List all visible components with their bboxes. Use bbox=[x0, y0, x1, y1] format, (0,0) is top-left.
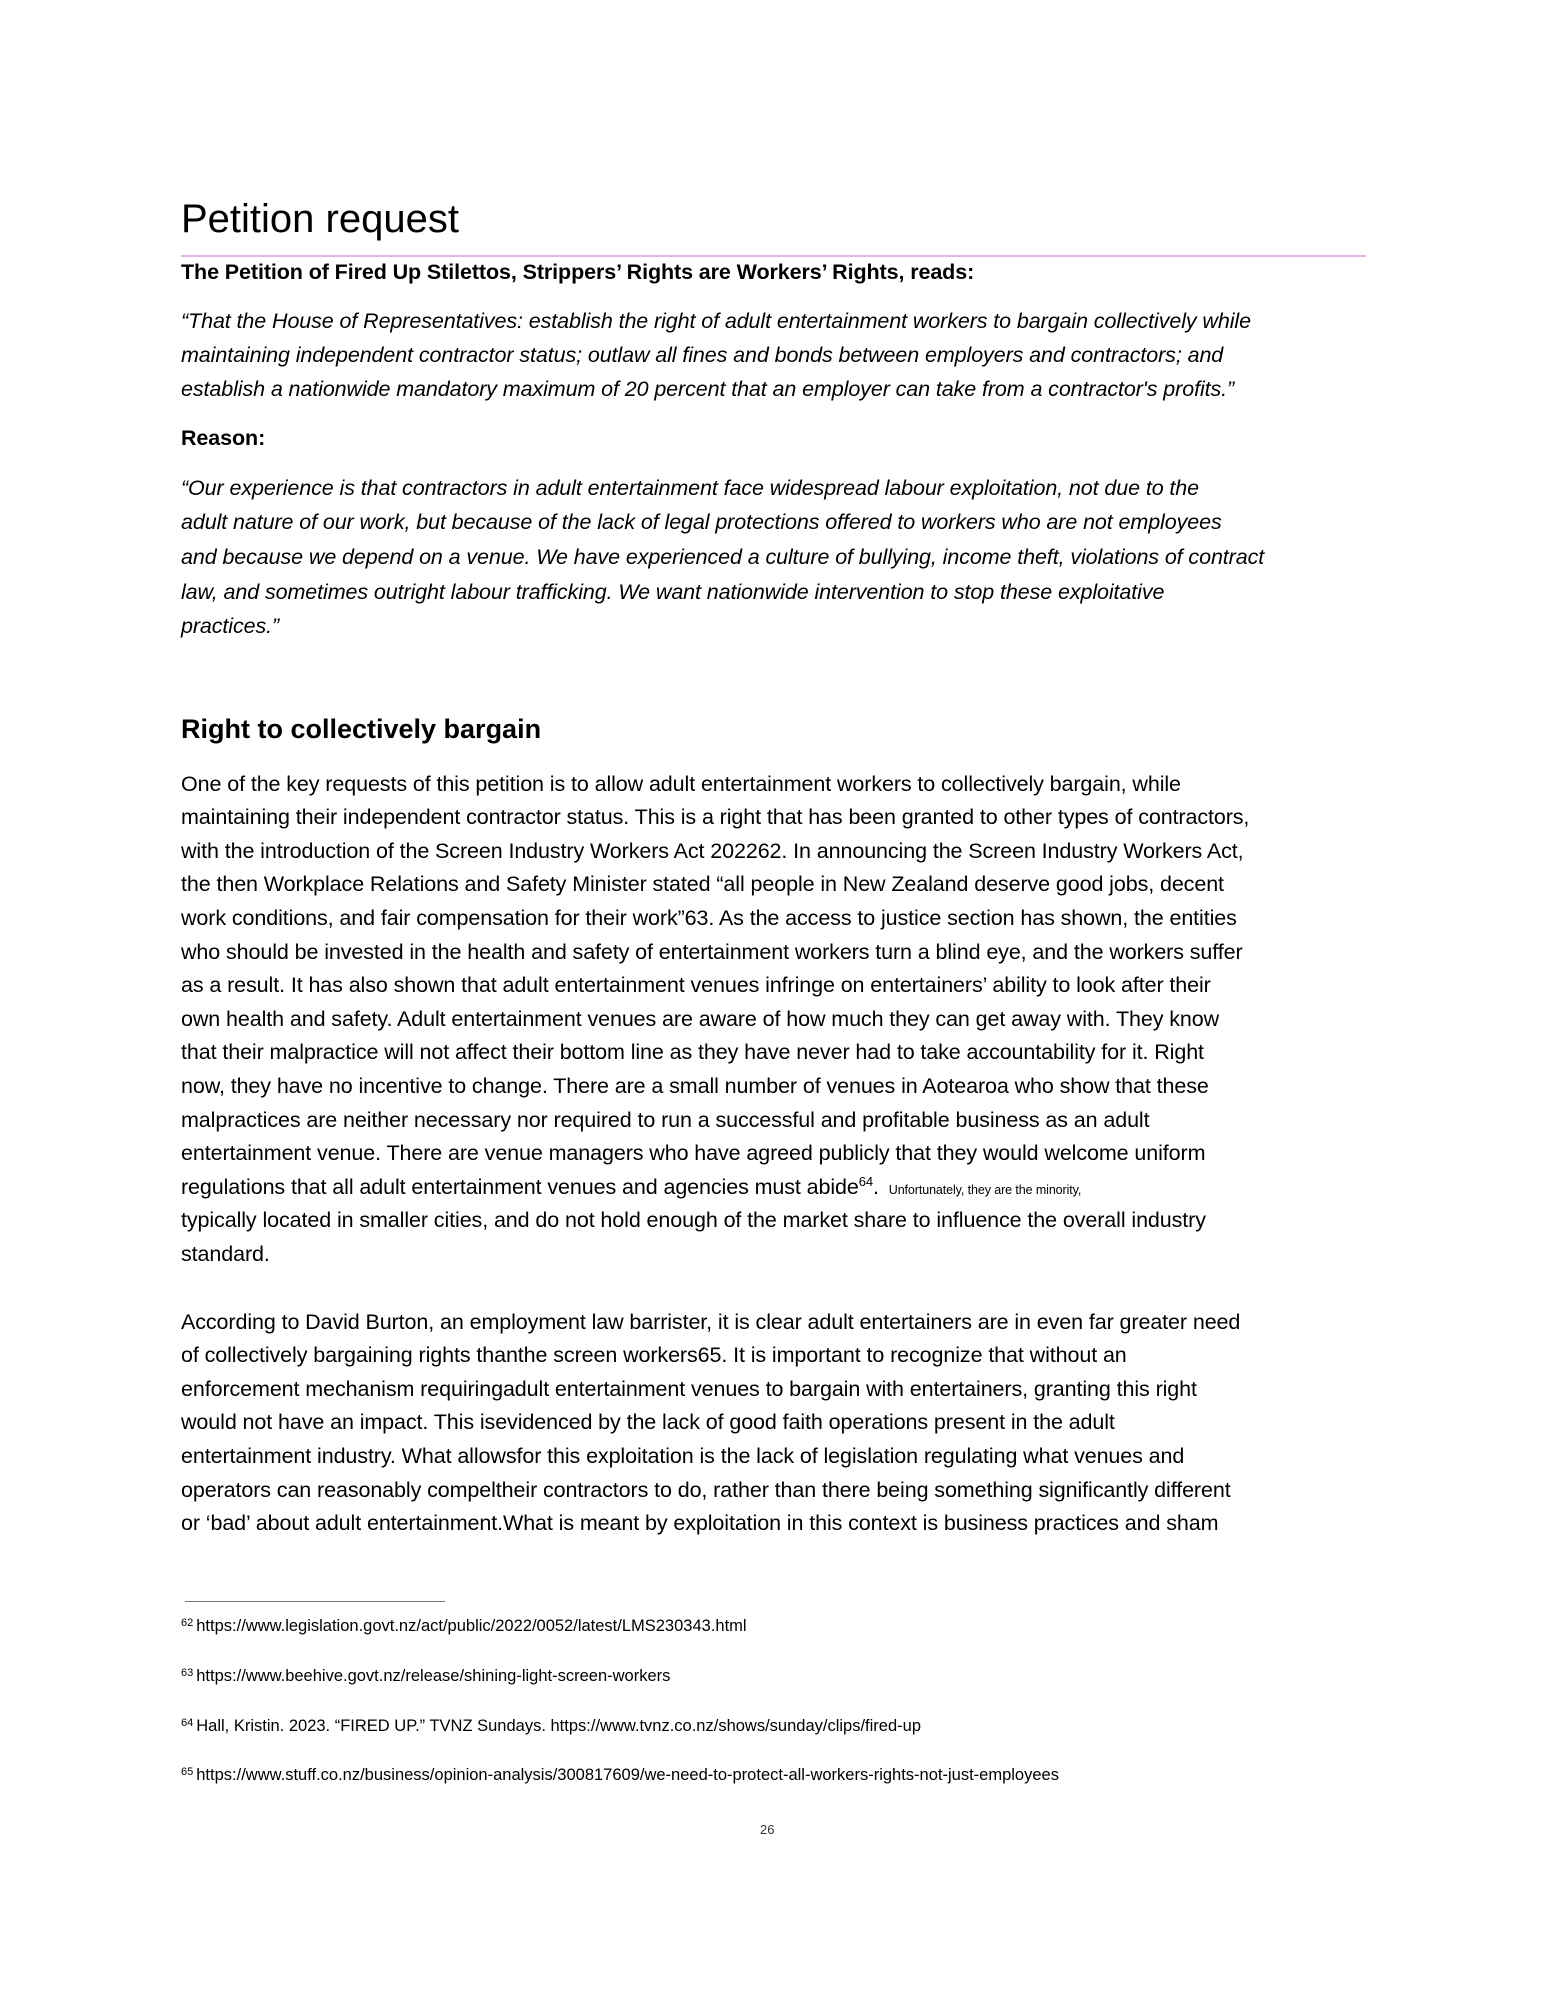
paragraph-line: According to David Burton, an employment law barrister, it is clear adult entertainers are in even far greater need bbox=[181, 1310, 1241, 1334]
footnote-62 bbox=[181, 1617, 747, 1636]
paragraph-line: standard. bbox=[181, 1242, 270, 1266]
petition-intro: The Petition of Fired Up Stilettos, Strippers’ Rights are Workers’ Rights, reads: bbox=[181, 260, 975, 284]
small-inline-text: Unfortunately, they are the minority, bbox=[888, 1183, 1082, 1197]
petition-quote-line: establish a nationwide mandatory maximum of 20 percent that an employer can take from a contractor's profits.” bbox=[181, 377, 1235, 401]
reason-quote-line: practices.” bbox=[181, 614, 280, 638]
paragraph-line: with the introduction of the Screen Industry Workers Act 202262. In announcing the Screen Industry Workers Act, bbox=[181, 839, 1244, 863]
reason-quote-line: and because we depend on a venue. We have experienced a culture of bullying, income theft, violations of contract bbox=[181, 545, 1265, 569]
footnote-ref-64[interactable]: 64 bbox=[858, 1173, 874, 1189]
paragraph-line: would not have an impact. This isevidenced by the lack of good faith operations present in the adult bbox=[181, 1410, 1115, 1434]
footnote-63 bbox=[181, 1667, 670, 1686]
footnote-number: 63 bbox=[181, 1667, 194, 1679]
footnote-link[interactable]: https://www.beehive.govt.nz/release/shining-light-screen-workers bbox=[196, 1667, 671, 1685]
footnote-link[interactable]: https://www.stuff.co.nz/business/opinion-analysis/300817609/we-need-to-protect-all-workers-rights-not-just-employees bbox=[196, 1766, 1059, 1784]
paragraph-line: own health and safety. Adult entertainment venues are aware of how much they can get away with. They know bbox=[181, 1007, 1220, 1031]
paragraph-line: typically located in smaller cities, and do not hold enough of the market share to influence the overall industry bbox=[181, 1208, 1206, 1232]
petition-quote-line: maintaining independent contractor status; outlaw all fines and bonds between employers and contractors; and bbox=[181, 343, 1224, 367]
paragraph-line-abide bbox=[181, 1175, 1081, 1200]
page-number: 26 bbox=[760, 1822, 775, 1837]
footnote-65 bbox=[181, 1766, 1059, 1785]
footnote-number: 62 bbox=[181, 1617, 194, 1629]
paragraph-line: now, they have no incentive to change. There are a small number of venues in Aotearoa who show that these bbox=[181, 1074, 1209, 1098]
paragraph-line: entertainment venue. There are venue managers who have agreed publicly that they would welcome uniform bbox=[181, 1141, 1206, 1165]
petition-quote-line: “That the House of Representatives: establish the right of adult entertainment workers to bargain collectively while bbox=[181, 309, 1251, 333]
section-heading: Right to collectively bargain bbox=[181, 714, 542, 744]
paragraph-line: enforcement mechanism requiringadult entertainment venues to bargain with entertainers, granting this right bbox=[181, 1377, 1197, 1401]
paragraph-line: that their malpractice will not affect their bottom line as they have never had to take accountability for it. Right bbox=[181, 1040, 1204, 1064]
paragraph-line: of collectively bargaining rights thanthe screen workers65. It is important to recognize that without an bbox=[181, 1343, 1127, 1367]
paragraph-line: One of the key requests of this petition is to allow adult entertainment workers to collectively bargain, while bbox=[181, 772, 1181, 796]
footnote-number: 65 bbox=[181, 1766, 194, 1778]
period: . bbox=[873, 1175, 879, 1199]
reason-quote-line: law, and sometimes outright labour trafficking. We want nationwide intervention to stop these exploitative bbox=[181, 580, 1165, 604]
paragraph-line: work conditions, and fair compensation for their work”63. As the access to justice section has shown, the entities bbox=[181, 906, 1237, 930]
reason-label: Reason: bbox=[181, 426, 266, 450]
paragraph-line: malpractices are neither necessary nor required to run a successful and profitable business as an adult bbox=[181, 1108, 1150, 1132]
paragraph-line: maintaining their independent contractor status. This is a right that has been granted to other types of contractors, bbox=[181, 805, 1250, 829]
footnote-64 bbox=[181, 1717, 921, 1736]
paragraph-line: or ‘bad’ about adult entertainment.What is meant by exploitation in this context is business practices and sham bbox=[181, 1511, 1219, 1535]
abide-text: regulations that all adult entertainment venues and agencies must abide bbox=[181, 1175, 859, 1199]
paragraph-line: who should be invested in the health and safety of entertainment workers turn a blind eye, and the workers suffer bbox=[181, 940, 1243, 964]
reason-quote-line: adult nature of our work, but because of the lack of legal protections offered to workers who are not employees bbox=[181, 510, 1222, 534]
footnote-number: 64 bbox=[181, 1717, 194, 1729]
paragraph-line: entertainment industry. What allowsfor this exploitation is the lack of legislation regulating what venues and bbox=[181, 1444, 1185, 1468]
footnote-citation[interactable]: Hall, Kristin. 2023. “FIRED UP.” TVNZ Sundays. https://www.tvnz.co.nz/shows/sunday/clips/fired-up bbox=[196, 1717, 922, 1735]
page-title: Petition request bbox=[181, 197, 459, 241]
paragraph-line: as a result. It has also shown that adult entertainment venues infringe on entertainers’ ability to look after their bbox=[181, 973, 1211, 997]
reason-quote-line: “Our experience is that contractors in adult entertainment face widespread labour exploitation, not due to the bbox=[181, 476, 1200, 500]
footnote-separator bbox=[185, 1601, 445, 1602]
paragraph-line: the then Workplace Relations and Safety Minister stated “all people in New Zealand deserve good jobs, decent bbox=[181, 872, 1224, 896]
footnote-link[interactable]: https://www.legislation.govt.nz/act/public/2022/0052/latest/LMS230343.html bbox=[196, 1617, 747, 1635]
title-divider bbox=[181, 255, 1366, 257]
paragraph-line: operators can reasonably compeltheir contractors to do, rather than there being something significantly different bbox=[181, 1478, 1231, 1502]
